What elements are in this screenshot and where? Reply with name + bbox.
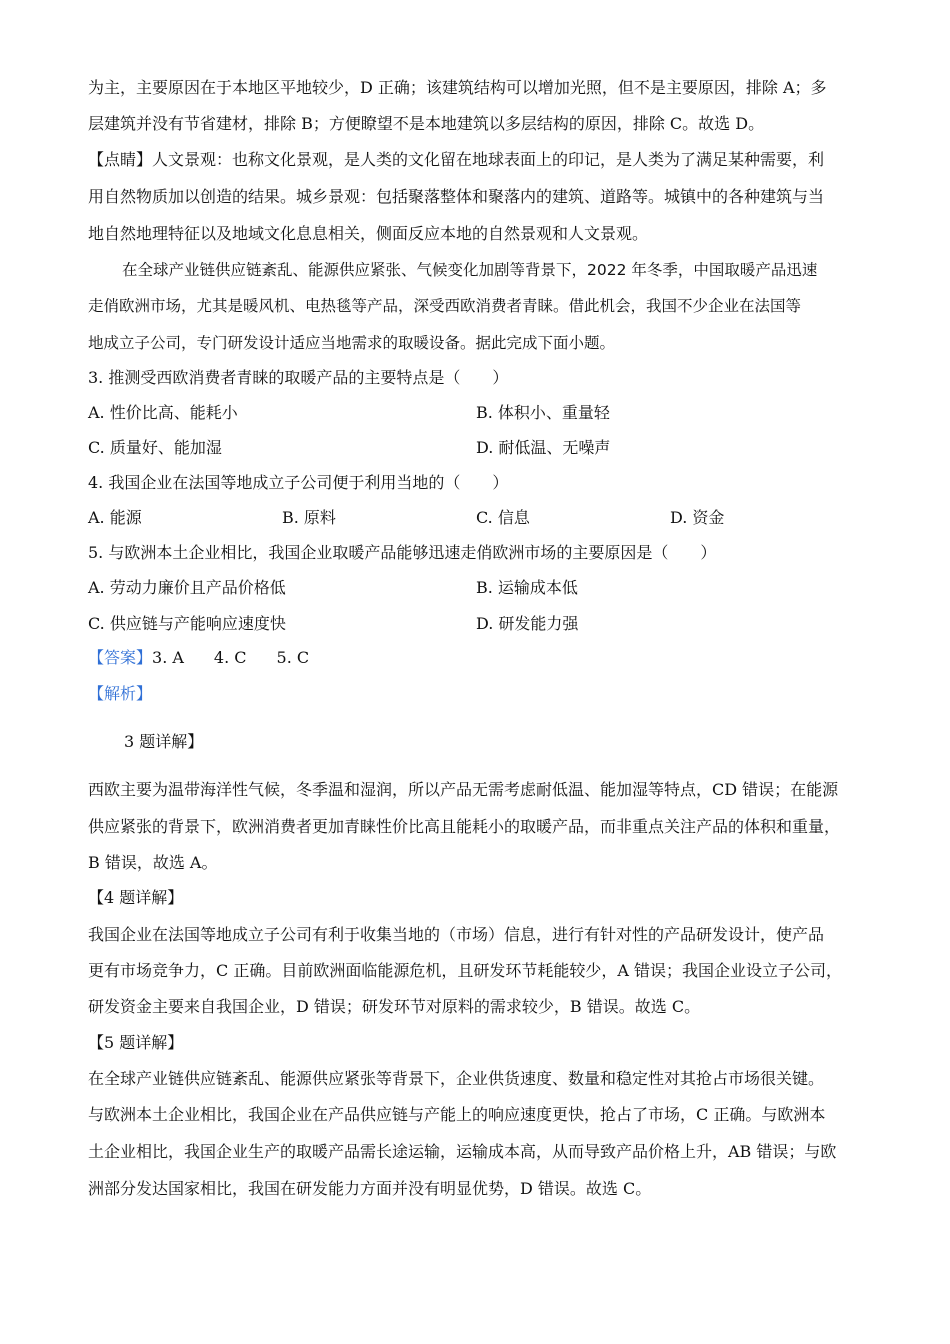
question-3-option-a: A. 性价比高、能耗小 <box>88 403 238 422</box>
detail-5-heading: 【5 题详解】 <box>88 1033 184 1052</box>
question-5-option-c: C. 供应链与产能响应速度快 <box>88 614 286 633</box>
answer-line <box>88 648 339 668</box>
detail-4-heading: 【4 题详解】 <box>88 888 184 907</box>
dianjing-text-1: 人文景观：也称文化景观，是人类的文化留在地球表面上的印记，是人类为了满足某种需要，利 <box>152 150 825 169</box>
question-4-stem: 4. 我国企业在法国等地成立子公司便于利用当地的（ ） <box>88 473 509 492</box>
answer-label: 【答案】 <box>88 648 153 667</box>
detail-5-line-1: 在全球产业链供应链紊乱、能源供应紧张等背景下，企业供货速度、数量和稳定性对其抢占市场很关键。 <box>88 1069 825 1088</box>
detail-4-line-2: 更有市场竞争力，C 正确。目前欧洲面临能源危机，且研发环节耗能较少，A 错误；我国企业设立子公司， <box>88 961 842 980</box>
answer-item: 3. A <box>152 648 184 667</box>
detail-3-line-1: 西欧主要为温带海洋性气候，冬季温和湿润，所以产品无需考虑耐低温、能加湿等特点，CD 错误；在能源 <box>88 780 839 799</box>
passage-line-1: 在全球产业链供应链紊乱、能源供应紧张、气候变化加剧等背景下，2022 年冬季，中国取暖产品迅速 <box>122 261 818 279</box>
question-4-option-d: D. 资金 <box>670 508 725 527</box>
passage-line-2: 走俏欧洲市场，尤其是暖风机、电热毯等产品，深受西欧消费者青睐。借此机会，我国不少企业在法国等 <box>88 297 802 315</box>
detail-3-line-3: B 错误，故选 A。 <box>88 853 218 872</box>
question-4-option-a: A. 能源 <box>88 508 142 527</box>
answer-item: 4. C <box>213 648 247 667</box>
question-3-option-c: C. 质量好、能加湿 <box>88 438 222 457</box>
answer-item: 5. C <box>276 648 310 667</box>
question-3-option-d: D. 耐低温、无噪声 <box>476 438 611 457</box>
question-5-option-b: B. 运输成本低 <box>476 578 578 597</box>
question-4-option-c: C. 信息 <box>476 508 530 527</box>
question-5-option-a: A. 劳动力廉价且产品价格低 <box>88 578 286 597</box>
detail-5-line-2: 与欧洲本土企业相比，我国企业在产品供应链与产能上的响应速度更快，抢占了市场，C 正确。与欧洲本 <box>88 1105 826 1124</box>
dianjing-line-3: 地自然地理特征以及地域文化息息相关，侧面反应本地的自然景观和人文景观。 <box>88 224 649 243</box>
question-5-option-d: D. 研发能力强 <box>476 614 579 633</box>
detail-3-line-2: 供应紧张的背景下，欧洲消费者更加青睐性价比高且能耗小的取暖产品，而非重点关注产品的体积和重量， <box>88 817 841 836</box>
detail-3-heading: 3 题详解】 <box>124 732 204 751</box>
question-3-option-b: B. 体积小、重量轻 <box>476 403 610 422</box>
prev-explanation-line-2: 层建筑并没有节省建材，排除 B；方便瞭望不是本地建筑以多层结构的原因，排除 C。故选 D。 <box>88 114 765 133</box>
analysis-label: 【解析】 <box>88 684 153 703</box>
dianjing-line-2: 用自然物质加以创造的结果。城乡景观：包括聚落整体和聚落内的建筑、道路等。城镇中的各种建筑与当 <box>88 187 825 206</box>
question-5-stem: 5. 与欧洲本土企业相比，我国企业取暖产品能够迅速走俏欧洲市场的主要原因是（ ） <box>88 543 717 562</box>
detail-5-line-4: 洲部分发达国家相比，我国在研发能力方面并没有明显优势，D 错误。故选 C。 <box>88 1179 652 1198</box>
detail-5-line-3: 土企业相比，我国企业生产的取暖产品需长途运输，运输成本高，从而导致产品价格上升，AB 错误；与欧 <box>88 1142 837 1161</box>
question-3-stem: 3. 推测受西欧消费者青睐的取暖产品的主要特点是（ ） <box>88 368 509 387</box>
dianjing-line-1 <box>88 150 824 170</box>
detail-4-line-1: 我国企业在法国等地成立子公司有利于收集当地的（市场）信息，进行有针对性的产品研发设计，使产品 <box>88 925 825 944</box>
prev-explanation-line-1: 为主，主要原因在于本地区平地较少，D 正确；该建筑结构可以增加光照，但不是主要原因，排除 A；多 <box>88 78 827 97</box>
dianjing-label: 【点睛】 <box>88 150 153 169</box>
question-4-option-b: B. 原料 <box>282 508 336 527</box>
passage-line-3: 地成立子公司，专门研发设计适应当地需求的取暖设备。据此完成下面小题。 <box>88 334 616 352</box>
detail-4-line-3: 研发资金主要来自我国企业，D 错误；研发环节对原料的需求较少，B 错误。故选 C。 <box>88 997 701 1016</box>
